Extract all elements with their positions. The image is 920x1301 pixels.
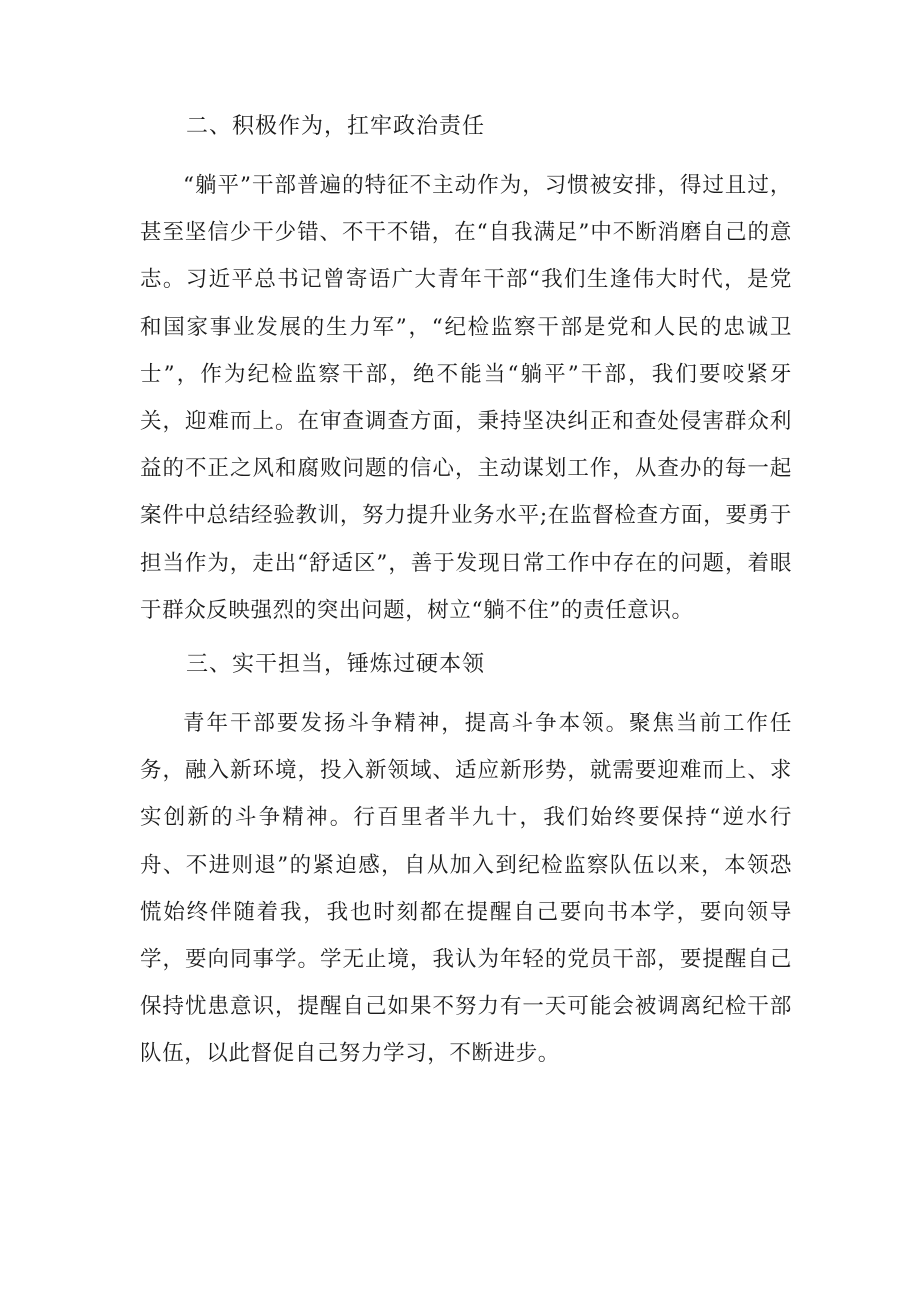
section-two-paragraph: “躺平”干部普遍的特征不主动作为，习惯被安排，得过且过，甚至坚信少干少错、不干不错，在“自我满足”中不断消磨自己的意志。习近平总书记曾寄语广大青年干部“我们生逢伟大时代，是党和国家事业发展的生力军”，“纪检监察干部是党和人民的忠诚卫士”，作为纪检监察干部，绝不能当“躺平”干部，我们要咬紧牙关，迎难而上。在审查调查方面，秉持坚决纠正和查处侵害群众利益的不正之风和腐败问题的信心，主动谋划工作，从查办的每一起案件中总结经验教训，努力提升业务水平;在监督检查方面，要勇于担当作为，走出“舒适区”，善于发现日常工作中存在的问题，着眼于群众反映强烈的突出问题，树立“躺不住”的责任意识。 — [140, 173, 792, 623]
section-two-heading: 二、积极作为，扛牢政治责任 — [186, 114, 486, 139]
section-three-heading: 三、实干担当，锤炼过硬本领 — [186, 652, 486, 678]
document-body — [140, 104, 792, 1078]
section-three-paragraph: 青年干部要发扬斗争精神，提高斗争本领。聚焦当前工作任务，融入新环境，投入新领域、适应新形势，就需要迎难而上、求实创新的斗争精神。行百里者半九十，我们始终要保持“逆水行舟、不进则退”的紧迫感，自从加入到纪检监察队伍以来，本领恐慌始终伴随着我，我也时刻都在提醒自己要向书本学，要向领导学，要向同事学。学无止境，我认为年轻的党员干部，要提醒自己保持忧患意识，提醒自己如果不努力有一天可能会被调离纪检干部队伍，以此督促自己努力学习，不断进步。 — [140, 711, 792, 1067]
